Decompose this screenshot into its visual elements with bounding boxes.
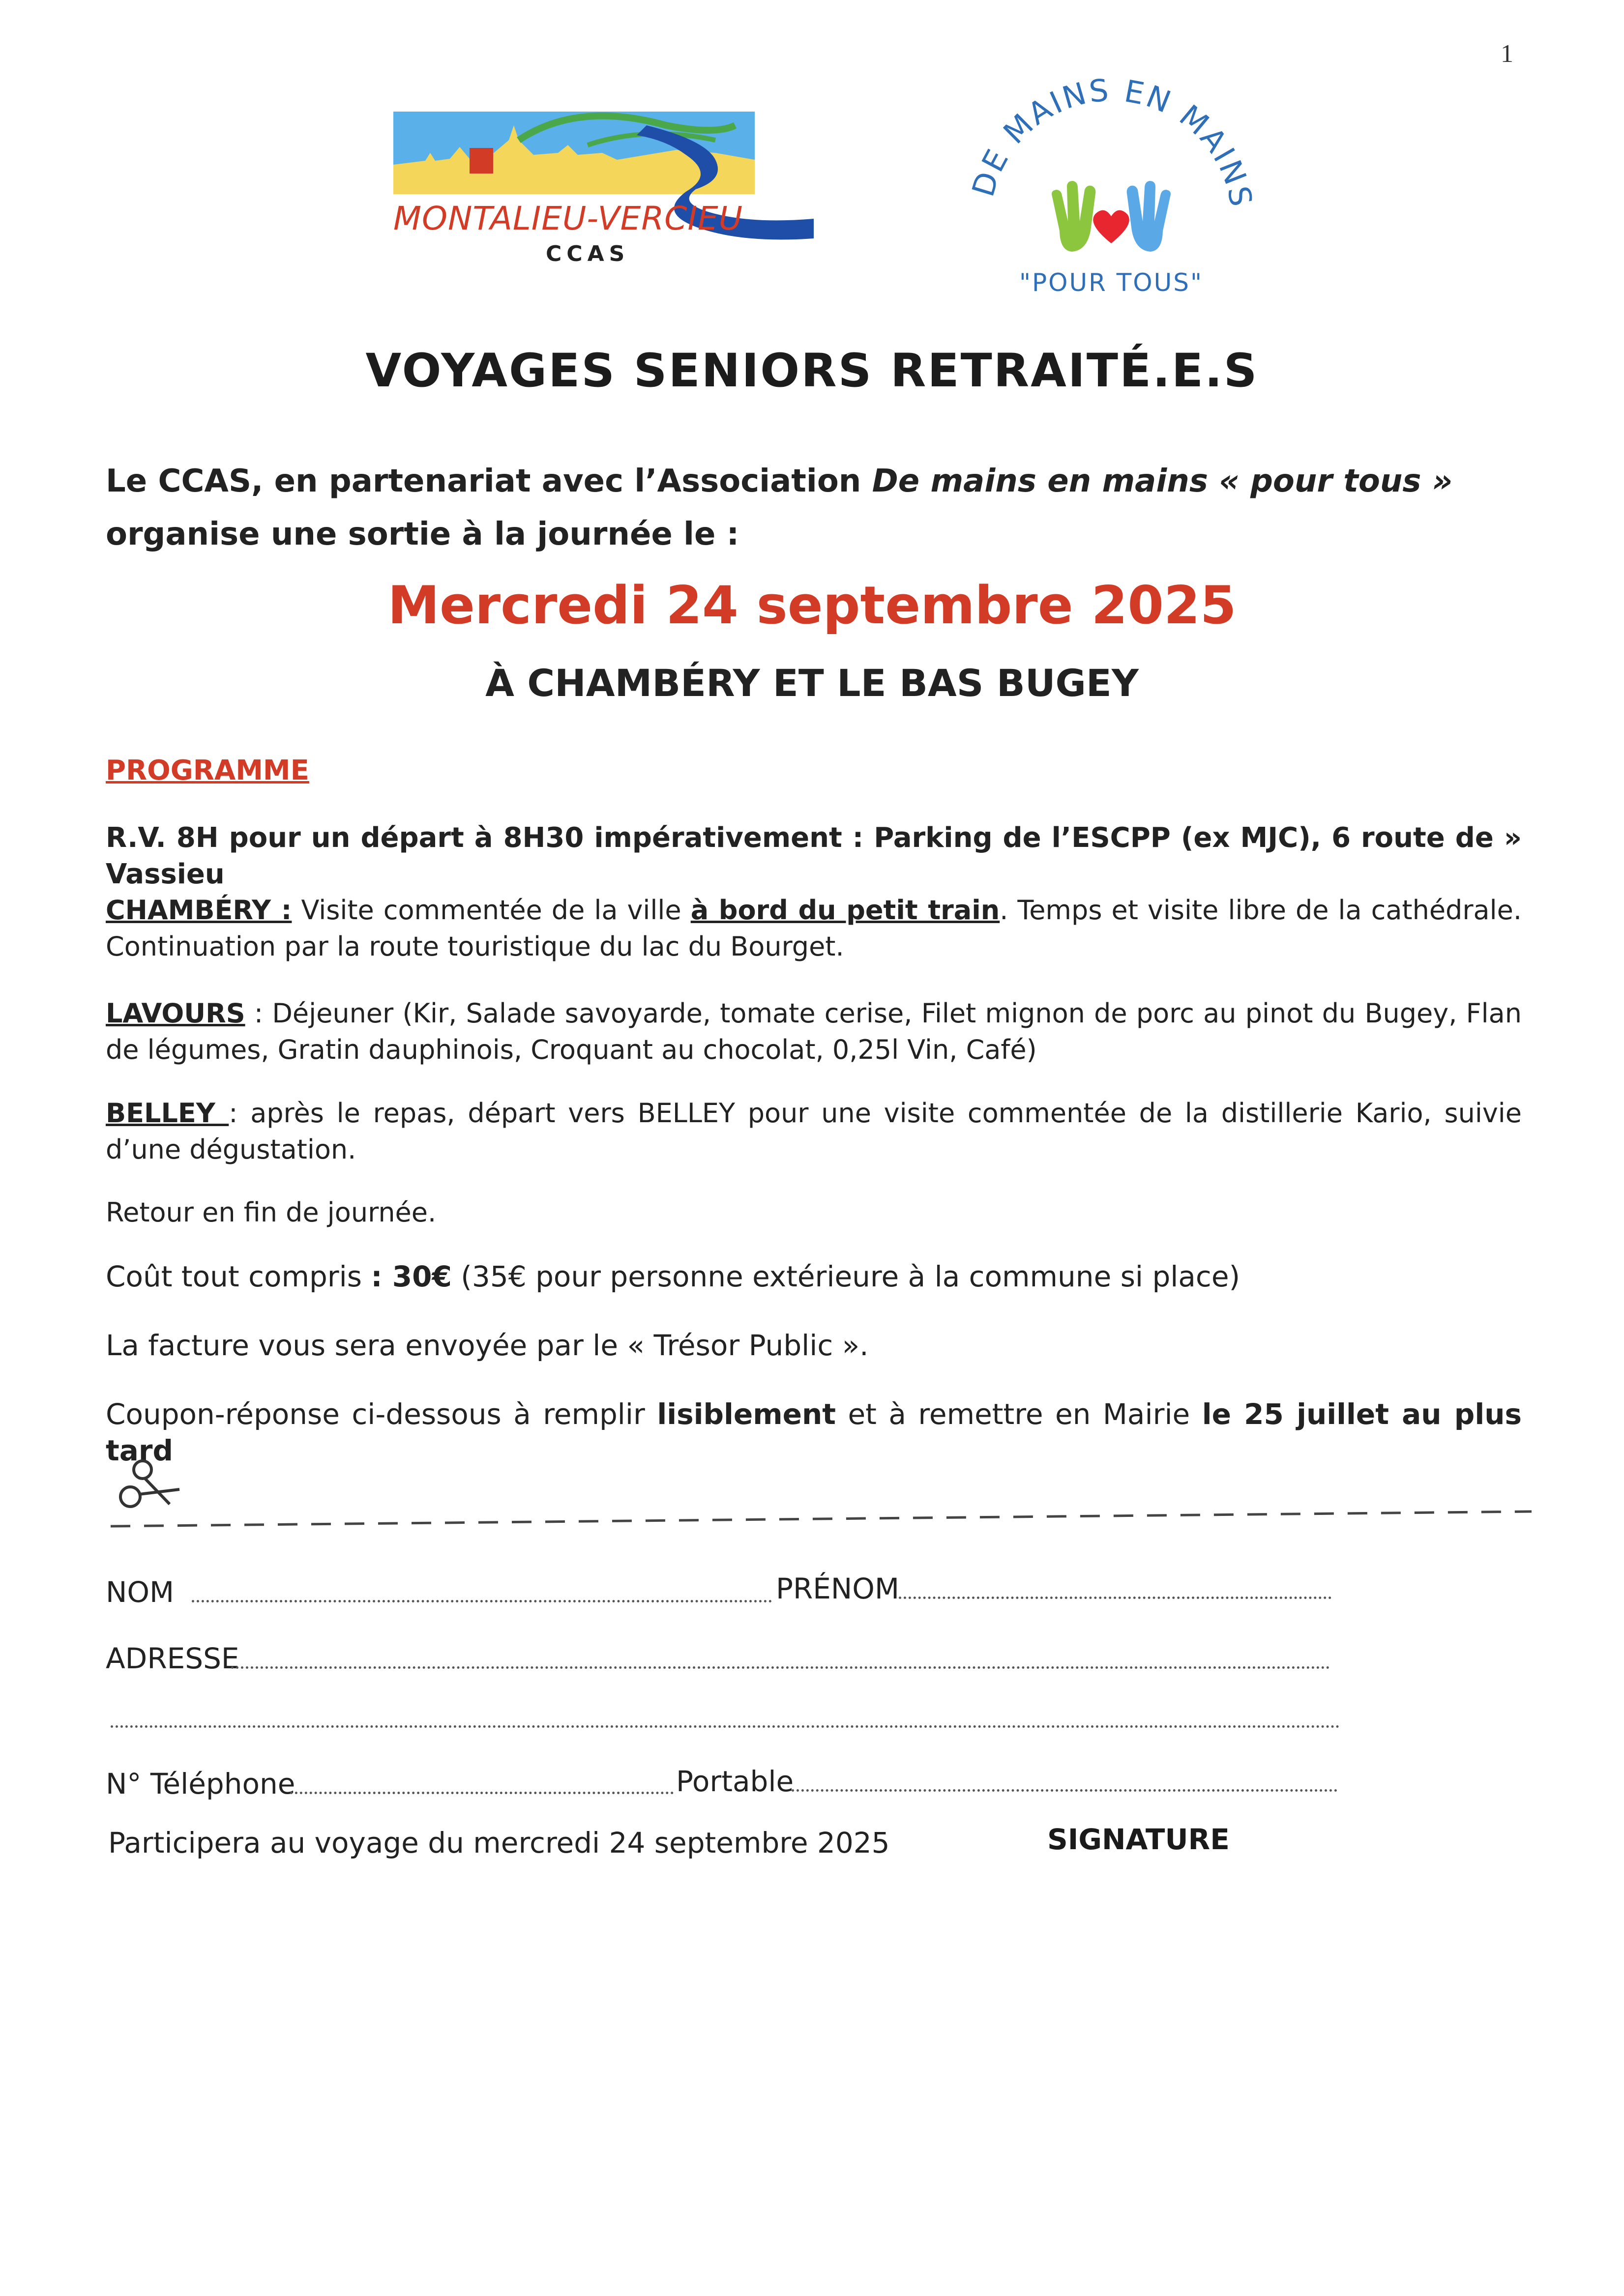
de-mains-en-mains-logo: [964, 74, 1259, 305]
cout-price: : 30€: [371, 1260, 452, 1293]
meeting-info: R.V. 8H pour un départ à 8H30 impérativement : Parking de l’ESCPP (ex MJC), 6 route de » Vassieu: [106, 822, 1522, 890]
chambery-label: CHAMBÉRY :: [106, 895, 292, 926]
nom-field[interactable]: [192, 1600, 772, 1602]
adresse-field[interactable]: [231, 1666, 1330, 1669]
intro-line1-a: Le CCAS, en partenariat avec l’Association: [106, 463, 872, 499]
intro-association-name: De mains en mains « pour tous »: [872, 463, 1453, 499]
cout-a: Coût tout compris: [106, 1260, 371, 1293]
telephone-field[interactable]: [290, 1792, 674, 1794]
telephone-label: N° Téléphone: [106, 1767, 295, 1801]
adresse-label: ADRESSE: [106, 1642, 239, 1675]
coupon-a: Coupon-réponse ci-dessous à remplir: [106, 1397, 657, 1431]
hands-heart-icon: [1052, 181, 1171, 252]
prenom-field[interactable]: [899, 1597, 1331, 1599]
portable-field[interactable]: [792, 1789, 1337, 1792]
logo-ccas: CCAS: [546, 241, 630, 266]
logo-town-name: MONTALIEU-VERCIEU: [393, 200, 742, 237]
trip-date: Mercredi 24 septembre 2025: [387, 575, 1237, 636]
portable-label: Portable: [676, 1765, 794, 1798]
facture-text: La facture vous sera envoyée par le « Trésor Public ».: [106, 1329, 869, 1362]
trip-destination: À CHAMBÉRY ET LE BAS BUGEY: [485, 661, 1139, 705]
svg-text:DE MAINS EN MAINS: [965, 74, 1259, 211]
belley-paragraph: [106, 1095, 1522, 1168]
cout-c: (35€ pour personne extérieure à la commune si place): [451, 1260, 1240, 1293]
cut-line: [106, 1455, 1532, 1534]
chambery-text-b: . Temps et visite libre de la cathédrale. Continuation par la route touristique du lac du Bourget.: [106, 895, 1522, 962]
page-number: 1: [1501, 40, 1513, 68]
logo-tagline: "POUR TOUS": [1019, 268, 1203, 297]
participation-text: Participera au voyage du mercredi 24 septembre 2025: [108, 1826, 890, 1860]
montalieu-vercieu-logo: [371, 106, 814, 268]
belley-label: BELLEY: [106, 1098, 229, 1129]
adresse-field-line2[interactable]: [111, 1725, 1340, 1728]
logo-arc-text: DE MAINS EN MAINS: [965, 74, 1259, 211]
coupon-c: et à remettre en Mairie: [836, 1397, 1202, 1431]
nom-label: NOM: [106, 1575, 175, 1609]
signature-label: SIGNATURE: [1047, 1823, 1230, 1856]
intro-line2: organise une sortie à la journée le :: [106, 516, 739, 552]
intro-paragraph: [106, 455, 1532, 561]
retour-text: Retour en fin de journée.: [106, 1197, 437, 1228]
coupon-lisiblement: lisiblement: [657, 1397, 836, 1431]
lavours-label: LAVOURS: [106, 998, 245, 1029]
cout-paragraph: [106, 1258, 1522, 1295]
scissors-icon: [120, 1461, 179, 1507]
chambery-paragraph: [106, 892, 1522, 965]
page-title: VOYAGES SENIORS RETRAITÉ.E.S: [365, 344, 1259, 398]
chambery-text-a: Visite commentée de la ville: [292, 895, 691, 926]
lavours-paragraph: [106, 995, 1522, 1068]
lavours-text: : Déjeuner (Kir, Salade savoyarde, tomate cerise, Filet mignon de porc au pinot du Bugey, Flan de légumes, Gratin dauphinois, Croquant au chocolat, 0,25l Vin, Café): [106, 998, 1522, 1065]
belley-text: : après le repas, départ vers BELLEY pour une visite commentée de la distillerie Kario, suivie d’une dégustation.: [106, 1098, 1522, 1165]
chambery-train: à bord du petit train: [690, 895, 1000, 926]
programme-heading: PROGRAMME: [106, 755, 309, 786]
coupon-deadline: le 25 juillet au plus tard: [106, 1397, 1522, 1467]
prenom-label: PRÉNOM: [776, 1572, 900, 1605]
